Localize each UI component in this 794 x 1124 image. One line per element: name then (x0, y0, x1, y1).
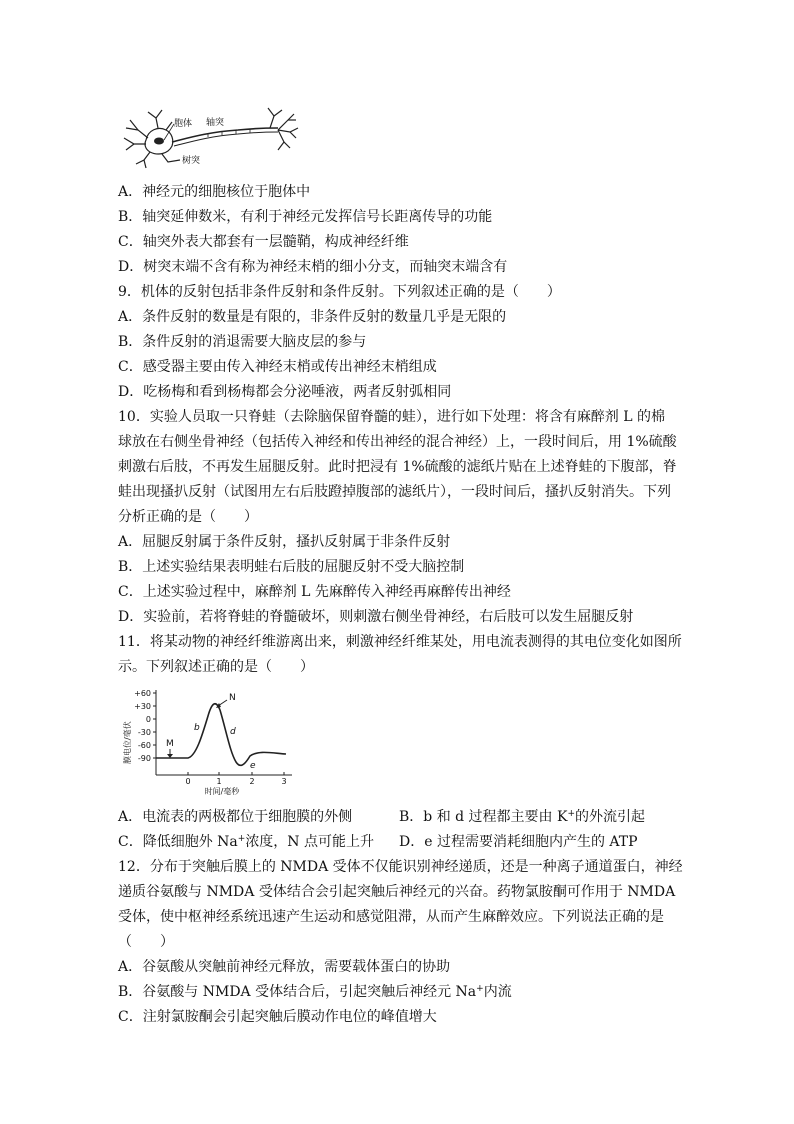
q11-option-c: C．降低细胞外 Na+浓度，N 点可能上升 (118, 834, 375, 850)
xtick-label: 1 (216, 777, 222, 786)
q11-option-b: B．b 和 d 过程都主要由 K+的外流引起 (399, 809, 646, 825)
xtick-label: 3 (281, 777, 287, 786)
membrane-potential-graph (118, 686, 298, 796)
q10-stem-line: 球放在右侧坐骨神经（包括传入神经和传出神经的混合神经）上，一段时间后，用 1%硫酸 (118, 434, 677, 450)
q9-option-d: D．吃杨梅和看到杨梅都会分泌唾液，两者反射弧相同 (118, 384, 452, 400)
xtick-label: 2 (249, 777, 255, 786)
q12-option-a: A．谷氨酸从突触前神经元释放，需要载体蛋白的协助 (118, 959, 451, 975)
phase-e-label: e (250, 761, 256, 771)
q10-option-c: C．上述实验过程中，麻醉剂 L 先麻醉传入神经再麻醉传出神经 (118, 584, 511, 600)
xtick-label: 0 (185, 777, 191, 786)
q10-option-a: A．屈腿反射属于条件反射，搔扒反射属于非条件反射 (118, 534, 451, 550)
q12-stem-line: （ ） (118, 934, 174, 950)
q12-option-b: B．谷氨酸与 NMDA 受体结合后，引起突触后神经元 Na+内流 (118, 984, 512, 1000)
q9-option-b: B．条件反射的消退需要大脑皮层的参与 (118, 334, 367, 350)
point-n-label: N (229, 693, 236, 703)
q8-option-d: D．树突末端不含有称为神经末梢的细小分支，而轴突末端含有 (118, 259, 508, 275)
q10-stem-line: 蛙出现搔扒反射（试图用左右后肢蹬掉腹部的滤纸片），一段时间后，搔扒反射消失。下列 (118, 484, 671, 500)
q8-option-c: C．轴突外表大都套有一层髓鞘，构成神经纤维 (118, 234, 409, 250)
q10-stem-line: 10．实验人员取一只脊蛙（去除脑保留脊髓的蛙），进行如下处理：将含有麻醉剂 L 的棉 (118, 409, 666, 425)
phase-d-label: d (230, 727, 236, 737)
label-axon: 轴突 (206, 118, 225, 128)
ytick-label: 0 (145, 715, 151, 724)
phase-b-label: b (194, 723, 200, 733)
q8-option-a: A．神经元的细胞核位于胞体中 (118, 184, 311, 200)
ytick-label: +30 (134, 702, 151, 711)
q11-option-a: A．电流表的两极都位于细胞膜的外侧 (118, 809, 353, 825)
q11-option-d: D．e 过程需要消耗细胞内产生的 ATP (399, 834, 638, 850)
q9-option-c: C．感受器主要由传入神经末梢或传出神经末梢组成 (118, 359, 437, 375)
label-soma: 胞体 (174, 119, 193, 129)
q9-stem: 9．机体的反射包括非条件反射和条件反射。下列叙述正确的是（ ） (118, 284, 561, 300)
neuron-figure (118, 98, 302, 172)
x-axis-label: 时间/毫秒 (204, 787, 240, 796)
ytick-label: -30 (137, 728, 151, 737)
q11-stem-line: 11．将某动物的神经纤维游离出来，刺激神经纤维某处，用电流表测得的其电位变化如图所 (118, 634, 682, 650)
q8-option-b: B．轴突延伸数米，有利于神经元发挥信号长距离传导的功能 (118, 209, 493, 225)
ytick-label: -90 (137, 754, 151, 763)
point-m-label: M (166, 739, 174, 749)
y-axis-label: 膜电位/毫伏 (123, 721, 132, 764)
q10-option-d: D．实验前，若将脊蛙的脊髓破坏，则刺激右侧坐骨神经，右后肢可以发生屈腿反射 (118, 609, 634, 625)
q12-stem-line: 12．分布于突触后膜上的 NMDA 受体不仅能识别神经递质，还是一种离子通道蛋白，神经 (118, 859, 683, 875)
q10-stem-line: 分析正确的是（ ） (118, 509, 258, 525)
ytick-label: +60 (134, 689, 151, 698)
label-dendrite: 树突 (182, 156, 201, 166)
ytick-label: -60 (137, 741, 151, 750)
q12-option-c: C．注射氯胺酮会引起突触后膜动作电位的峰值增大 (118, 1009, 437, 1025)
q10-option-b: B．上述实验结果表明蛙右后肢的屈腿反射不受大脑控制 (118, 559, 465, 575)
q10-stem-line: 刺激右后肢，不再发生屈腿反射。此时把浸有 1%硫酸的滤纸片贴在上述脊蛙的下腹部，脊 (118, 459, 677, 475)
q9-option-a: A．条件反射的数量是有限的，非条件反射的数量几乎是无限的 (118, 309, 507, 325)
q11-stem-line: 示。下列叙述正确的是（ ） (118, 659, 314, 675)
q12-stem-line: 受体，使中枢神经系统迅速产生运动和感觉阻滞，从而产生麻醉效应。下列说法正确的是 (118, 909, 664, 925)
q12-stem-line: 递质谷氨酸与 NMDA 受体结合会引起突触后神经元的兴奋。药物氯胺酮可作用于 NMDA (118, 884, 676, 900)
